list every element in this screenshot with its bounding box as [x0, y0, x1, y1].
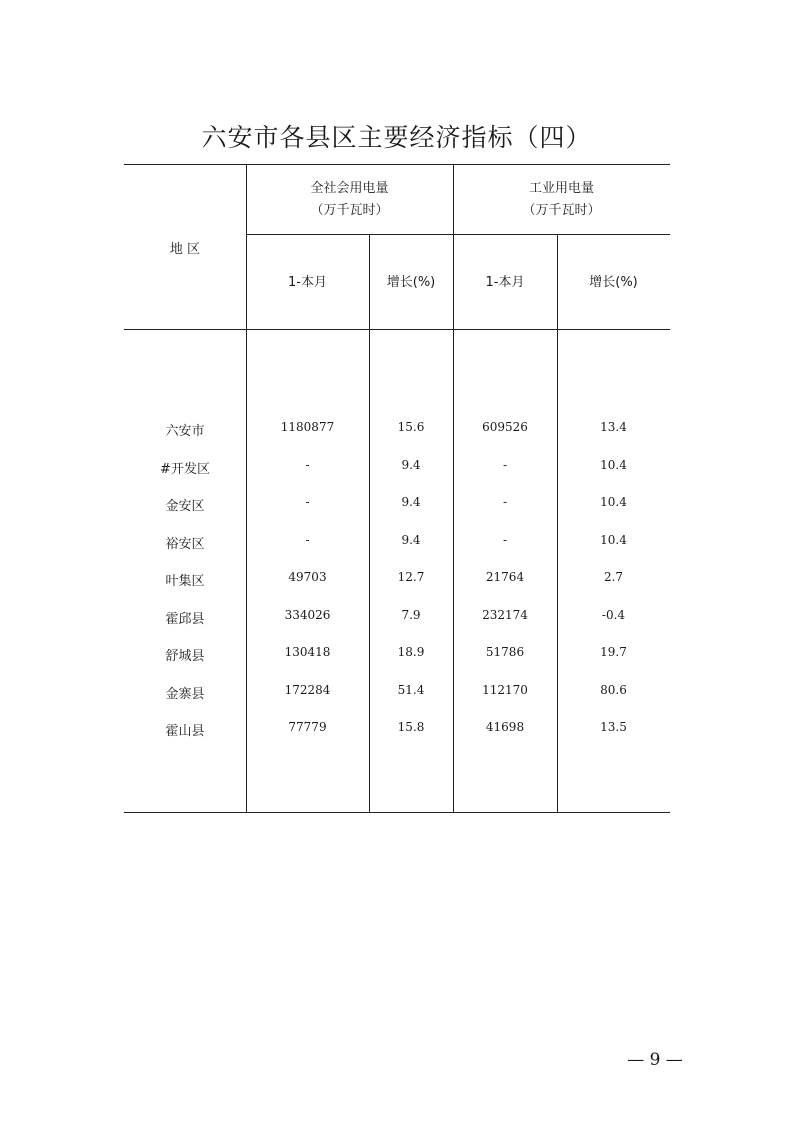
industry-power-cell: -	[502, 457, 508, 472]
region-cell: 霍山县	[165, 724, 205, 739]
economic-indicators-table	[124, 164, 670, 814]
total-power-cell: 130418	[284, 645, 331, 659]
industry-growth-cell: -0.4	[601, 607, 626, 622]
total-power-cell: -	[305, 532, 310, 547]
industry-power-header-line2: （万千瓦时）	[522, 203, 601, 218]
region-cell: 金安区	[165, 499, 205, 514]
region-cell: 叶集区	[165, 574, 205, 589]
industry-cumulative-header: 1-本月	[485, 275, 525, 290]
total-growth-cell: 15.6	[397, 420, 425, 434]
region-cell: 裕安区	[165, 536, 205, 552]
industry-power-cell: 112170	[482, 682, 528, 697]
total-growth-cell: 7.9	[401, 607, 421, 622]
industry-growth-cell: 19.7	[600, 645, 627, 659]
region-cell: 舒城县	[165, 649, 205, 664]
industry-power-header-line1: 工业用电量	[528, 181, 594, 196]
industry-power-cell: 21764	[485, 570, 525, 584]
total-power-header-line2: （万千瓦时）	[310, 203, 389, 218]
industry-power-cell: -	[502, 495, 508, 509]
total-growth-header: 增长(%)	[386, 275, 436, 290]
page-number: — 9 —	[627, 1050, 683, 1070]
total-power-cell: -	[305, 495, 310, 509]
total-power-cell: 49703	[288, 570, 327, 584]
header-bottom-border	[124, 329, 670, 330]
industry-power-cell: 609526	[482, 420, 528, 434]
region-cell: 金寨县	[165, 686, 205, 702]
industry-power-header	[453, 178, 670, 222]
total-power-cell: 172284	[284, 682, 331, 697]
total-power-cell: 77779	[288, 720, 327, 734]
total-cumulative-header: 1-本月	[288, 275, 327, 290]
industry-growth-header: 增长(%)	[589, 275, 638, 290]
header-divider	[246, 234, 670, 235]
total-growth-cell: 15.8	[397, 720, 425, 734]
total-power-header-line1: 全社会用电量	[310, 181, 389, 196]
industry-growth-cell: 80.6	[600, 682, 627, 697]
industry-growth-cell: 13.4	[600, 420, 627, 434]
total-power-cell: 334026	[284, 607, 331, 622]
industry-power-cell: 232174	[482, 607, 528, 622]
industry-growth-cell: 10.4	[600, 457, 627, 472]
industry-power-cell: 41698	[485, 720, 525, 734]
group-divider	[453, 164, 454, 813]
total-growth-cell: 18.9	[397, 645, 425, 659]
total-power-cell: 1180877	[280, 420, 335, 434]
page-title: 六安市各县区主要经济指标（四）	[201, 123, 592, 152]
industry-power-cell: 51786	[485, 645, 525, 659]
region-column-border	[246, 164, 247, 813]
table-top-border	[124, 164, 670, 165]
total-growth-cell: 9.4	[401, 532, 421, 547]
region-cell: 霍邱县	[165, 611, 205, 627]
total-growth-cell: 51.4	[397, 682, 425, 697]
industry-growth-cell: 2.7	[603, 570, 624, 584]
region-cell: #开发区	[160, 461, 210, 477]
total-growth-cell: 9.4	[401, 457, 421, 472]
total-power-header	[246, 178, 453, 222]
industry-growth-cell: 10.4	[600, 532, 627, 547]
total-growth-cell: 9.4	[401, 495, 421, 509]
region-cell: 六安市	[165, 424, 205, 439]
industry-growth-cell: 10.4	[600, 495, 627, 509]
industry-power-cell: -	[502, 532, 508, 547]
table-bottom-border	[124, 812, 670, 813]
region-header: 地 区	[169, 242, 201, 257]
total-growth-cell: 12.7	[397, 570, 425, 584]
total-power-cell: -	[305, 457, 310, 472]
industry-growth-cell: 13.5	[600, 720, 627, 734]
